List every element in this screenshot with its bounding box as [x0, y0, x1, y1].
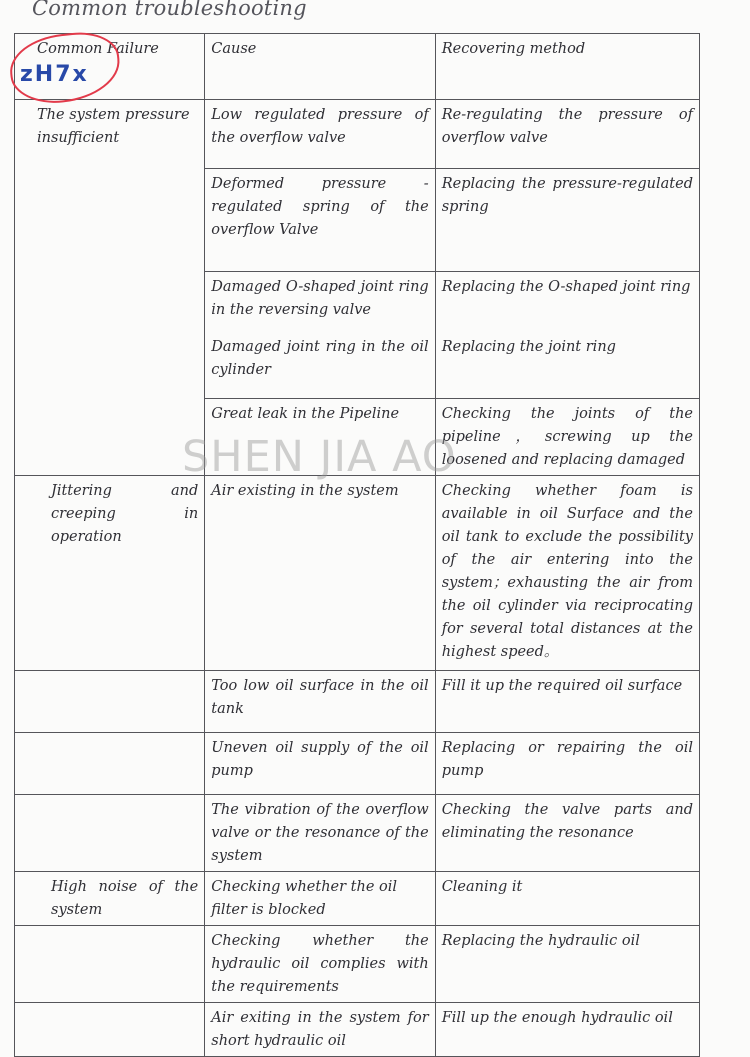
brand-logo	[4, 26, 122, 108]
cause-cell: Air exiting in the system for short hydraulic oil	[205, 1003, 435, 1057]
method-cell	[435, 272, 699, 399]
cause-cell: Deformed pressure -regulated spring of the overflow Valve	[205, 169, 435, 272]
table-row	[15, 872, 700, 926]
cause-cell: Checking whether the hydraulic oil complies with the requirements	[205, 926, 435, 1003]
cause-cell	[205, 272, 435, 399]
table-row	[15, 795, 700, 872]
method-cell: Fill it up the required oil surface	[435, 671, 699, 733]
table-row	[15, 1003, 700, 1057]
header-recovering-method: Recovering method	[435, 34, 699, 100]
empty-failure-cell	[15, 733, 205, 795]
cause-cell: Uneven oil supply of the oil pump	[205, 733, 435, 795]
empty-failure-cell	[15, 1003, 205, 1057]
empty-failure-cell	[15, 795, 205, 872]
method-cell: Checking the valve parts and eliminating the resonance	[435, 795, 699, 872]
table-row	[15, 100, 700, 169]
watermark: SHEN JIA AO	[182, 432, 457, 482]
cause-cell: Checking whether the oil filter is blocked	[205, 872, 435, 926]
failure-high-noise: High noise of the system	[15, 872, 205, 926]
method-cell: Checking whether foam is available in oil Surface and the oil tank to exclude the possibility of the air entering into the system；exhausting the air from the oil cylinder via reciprocating for several total distances at the highest speed。	[435, 476, 699, 671]
method-cell: Replacing the pressure-regulated spring	[435, 169, 699, 272]
failure-pressure-insufficient: The system pressure insufficient	[15, 100, 205, 476]
header-common-failure: Common Failure	[15, 34, 205, 100]
cause-cell: Air existing in the system	[205, 476, 435, 671]
table-row	[15, 733, 700, 795]
cause-cell: The vibration of the overflow valve or the resonance of the system	[205, 795, 435, 872]
troubleshooting-table	[14, 33, 700, 1057]
cause-cell: Great leak in the Pipeline	[205, 399, 435, 476]
logo-mark: zH7x	[20, 62, 89, 87]
empty-failure-cell	[15, 671, 205, 733]
cause-cell: Too low oil surface in the oil tank	[205, 671, 435, 733]
method-cell: Replacing the hydraulic oil	[435, 926, 699, 1003]
empty-failure-cell	[15, 926, 205, 1003]
failure-jittering-creeping: Jittering and creeping in operation	[15, 476, 205, 671]
header-cause: Cause	[205, 34, 435, 100]
table-row	[15, 671, 700, 733]
method-cell: Fill up the enough hydraulic oil	[435, 1003, 699, 1057]
method-cell: Replacing or repairing the oil pump	[435, 733, 699, 795]
method-text: Replacing the O-shaped joint ring	[441, 279, 691, 295]
cause-text: Damaged joint ring in the oil cylinder	[211, 339, 429, 378]
method-cell: Cleaning it	[435, 872, 699, 926]
cause-cell: Low regulated pressure of the overflow valve	[205, 100, 435, 169]
table-row	[15, 926, 700, 1003]
table-row	[15, 476, 700, 671]
method-cell: Re-regulating the pressure of overflow valve	[435, 100, 699, 169]
page-title: Common troubleshooting	[32, 0, 307, 20]
cause-text: Damaged O-shaped joint ring in the reversing valve	[211, 279, 429, 318]
method-cell: Checking the joints of the pipeline，screwing up the loosened and replacing damaged	[435, 399, 699, 476]
method-text: Replacing the joint ring	[441, 339, 616, 355]
